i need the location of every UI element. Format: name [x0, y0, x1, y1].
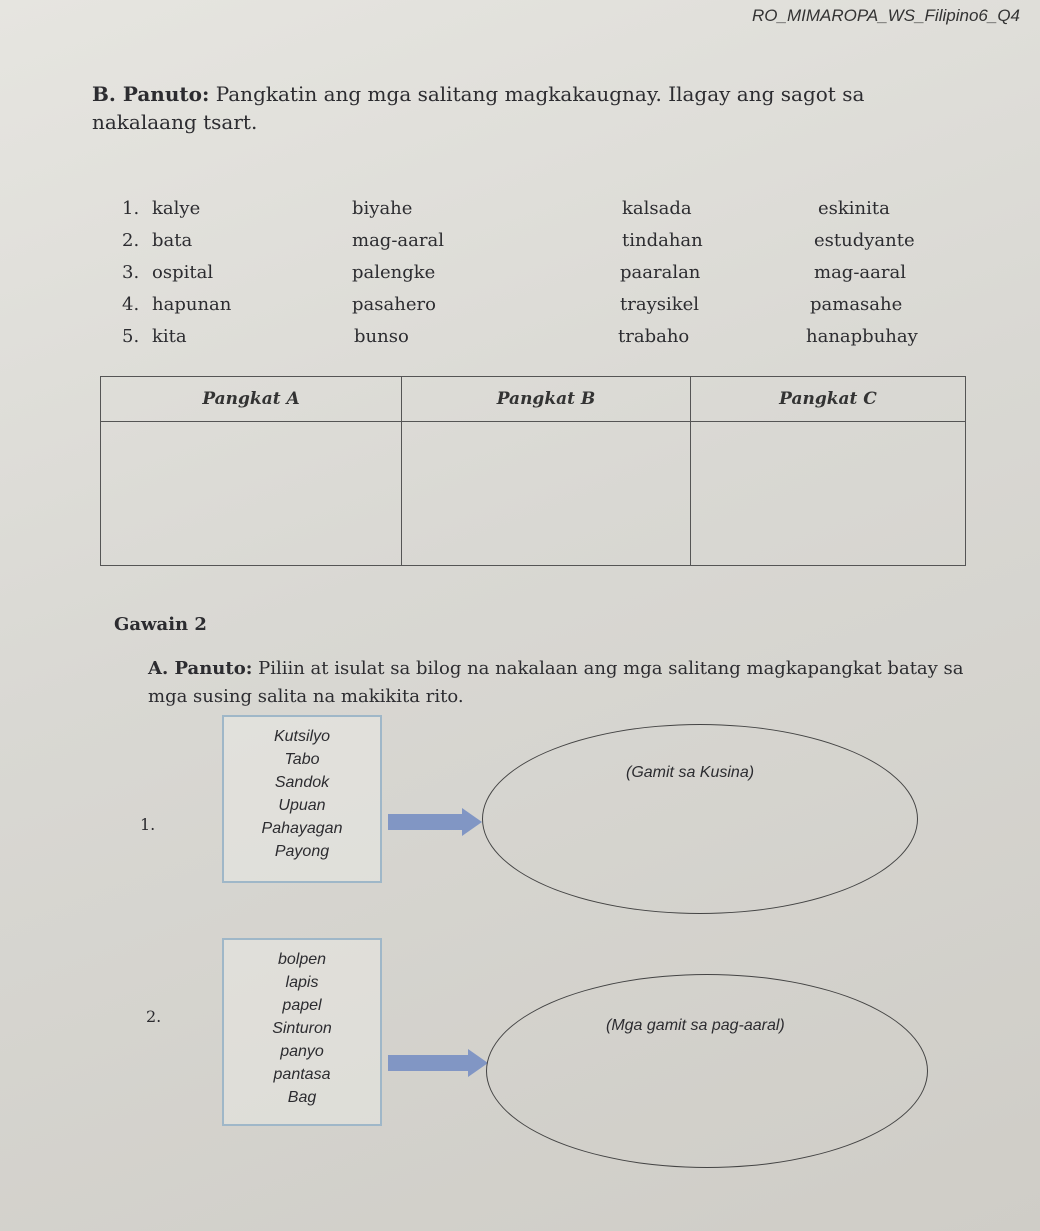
keyword: pantasa	[273, 1066, 331, 1083]
keyword: lapis	[285, 974, 319, 991]
keyword: Sinturon	[272, 1020, 332, 1037]
word-list-item: paaralan	[620, 262, 701, 283]
answer-cell-pangkat-c[interactable]	[691, 422, 966, 566]
answer-oval[interactable]	[486, 974, 928, 1168]
word-list-item: trabaho	[618, 326, 690, 347]
chart-header-pangkat-c: Pangkat C	[691, 377, 966, 422]
instruction-b-label: B. Panuto:	[92, 82, 210, 106]
answer-cell-pangkat-a[interactable]	[101, 422, 402, 566]
gawain-title: Gawain 2	[114, 614, 207, 635]
keyword: Kutsilyo	[273, 728, 331, 745]
word-list-item: biyahe	[352, 198, 413, 219]
word-list-item: pasahero	[352, 294, 436, 315]
keyword: bolpen	[277, 951, 327, 968]
word-list-number: 5.	[122, 326, 140, 347]
exercise-number: 2.	[146, 1007, 162, 1026]
chart-header-pangkat-b: Pangkat B	[402, 377, 691, 422]
word-list-item: palengke	[352, 262, 436, 283]
word-list-item: hanapbuhay	[806, 326, 918, 347]
oval-category-label: (Mga gamit sa pag-aaral)	[606, 1017, 785, 1034]
instruction-a-label: A. Panuto:	[148, 658, 253, 679]
word-list-item: bata	[152, 230, 193, 251]
keyword: papel	[282, 997, 322, 1014]
instruction-a-text: Piliin at isulat sa bilog na nakalaan ang mga salitang magkapangkat batay sa mga susing salita na makikita rito.	[148, 658, 964, 707]
answer-oval[interactable]	[482, 724, 918, 914]
word-list-item: kalye	[152, 198, 201, 219]
word-list-number: 2.	[122, 230, 140, 251]
word-list-item: hapunan	[152, 294, 232, 315]
instruction-b	[92, 80, 972, 136]
keyword: Pahayagan	[261, 820, 343, 837]
word-list-item: kalsada	[622, 198, 692, 219]
keyword: Payong	[274, 843, 330, 860]
word-list-item: traysikel	[620, 294, 700, 315]
exercise-number: 1.	[140, 815, 156, 834]
word-list-item: mag-aaral	[814, 262, 906, 283]
word-list-item: pamasahe	[810, 294, 903, 315]
keyword-box	[222, 715, 382, 883]
keyword-box	[222, 938, 382, 1126]
keyword: Tabo	[284, 751, 320, 768]
word-list-item: mag-aaral	[352, 230, 444, 251]
instruction-a	[148, 655, 978, 711]
instruction-b-text: Pangkatin ang mga salitang magkakaugnay. Ilagay ang sagot sa nakalaang tsart.	[92, 82, 865, 134]
answer-chart	[100, 376, 966, 566]
chart-header-pangkat-a: Pangkat A	[101, 377, 402, 422]
word-list-item: estudyante	[814, 230, 915, 251]
word-list-item: kita	[152, 326, 187, 347]
answer-cell-pangkat-b[interactable]	[402, 422, 691, 566]
word-list-item: ospital	[152, 262, 214, 283]
word-list-number: 3.	[122, 262, 140, 283]
keyword: Upuan	[278, 797, 326, 814]
oval-category-label: (Gamit sa Kusina)	[626, 764, 755, 781]
keyword: Bag	[287, 1089, 317, 1106]
worksheet-code: RO_MIMAROPA_WS_Filipino6_Q4	[752, 6, 1020, 25]
word-list-item: bunso	[354, 326, 409, 347]
word-list-number: 4.	[122, 294, 140, 315]
word-list-item: eskinita	[818, 198, 890, 219]
keyword: Sandok	[274, 774, 330, 791]
word-list-item: tindahan	[622, 230, 703, 251]
keyword: panyo	[280, 1043, 324, 1060]
word-list-number: 1.	[122, 198, 140, 219]
